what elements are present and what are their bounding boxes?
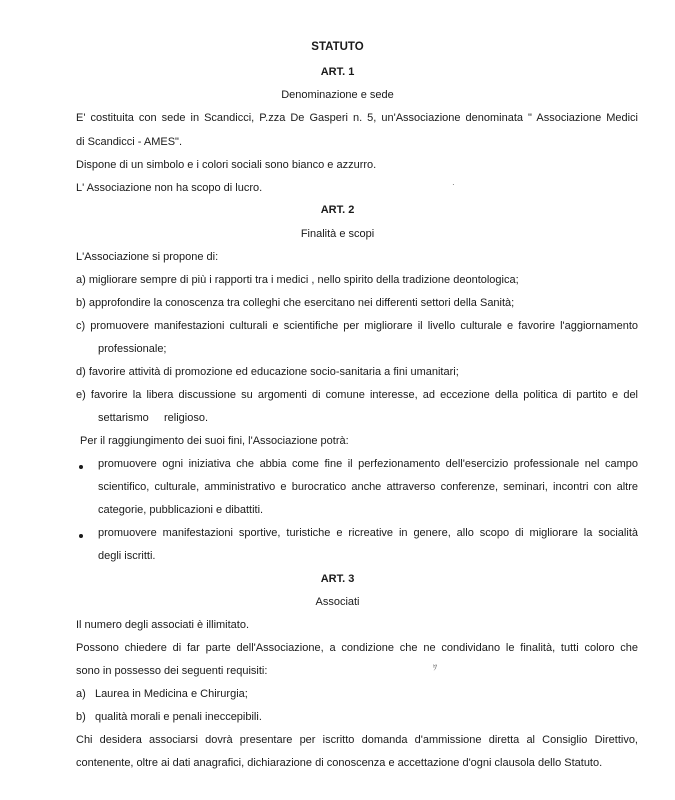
art3-heading: ART. 3 [320, 573, 355, 585]
scan-speck: ﾜ [433, 663, 437, 672]
art1-heading: ART. 1 [320, 66, 355, 78]
art2-intro: L'Associazione si propone di: [76, 251, 219, 263]
art2-bullet1-line1: promuovere ogni iniziativa che abbia come fine il perfezionamento dell'esercizio professionale nel campo [98, 458, 638, 470]
art2-item-e-line1: e) favorire la libera discussione su argomenti di comune interesse, ad eccezione della politica di partito e del [76, 389, 638, 401]
art3-item-b: b) qualità morali e penali ineccepibili. [76, 711, 262, 723]
art3-item-a: a) Laurea in Medicina e Chirurgia; [76, 688, 248, 700]
art2-item-d: d) favorire attività di promozione ed educazione socio-sanitaria a fini umanitari; [76, 366, 459, 378]
bullet-2-marker [79, 534, 83, 538]
art3-paragraph2-line1: Possono chiedere di far parte dell'Associazione, a condizione che ne condividano le finalità, tutti coloro che [76, 642, 638, 654]
art2-bullet1-line3: categorie, pubblicazioni e dibattiti. [98, 504, 264, 516]
art2-item-c-line2: professionale; [98, 343, 167, 355]
art2-subtitle: Finalità e scopi [300, 228, 375, 240]
art2-heading: ART. 2 [320, 204, 355, 216]
art3-subtitle: Associati [315, 596, 360, 608]
art1-paragraph1-line2: di Scandicci - AMES". [76, 136, 182, 148]
art2-item-c-line1: c) promuovere manifestazioni culturali e scientifiche per migliorare il livello culturale e favorire l'aggiornamento [76, 320, 638, 332]
art2-item-a: a) migliorare sempre di più i rapporti tra i medici , nello spirito della tradizione deontologica; [76, 274, 519, 286]
art2-bullet2-line1: promuovere manifestazioni sportive, turistiche e ricreative in genere, allo scopo di migliorare la socialità [98, 527, 638, 539]
art1-subtitle: Denominazione e sede [281, 89, 394, 101]
art2-bullet1-line2: scientifico, culturale, amministrativo e burocratico anche attraverso conferenze, seminari, incontri con altre [98, 481, 638, 493]
art1-paragraph3: L' Associazione non ha scopo di lucro. [76, 182, 263, 194]
art3-paragraph3-line1: Chi desidera associarsi dovrà presentare per iscritto domanda d'ammissione diretta al Consiglio Direttivo, [76, 734, 638, 746]
art1-paragraph1-line1: E' costituita con sede in Scandicci, P.zza De Gasperi n. 5, un'Associazione denominata " Associazione Medici [76, 112, 638, 124]
art2-item-b: b) approfondire la conoscenza tra colleghi che esercitano nei differenti settori della Sanità; [76, 297, 515, 309]
art2-item-e-line2: settarismo religioso. [98, 412, 209, 424]
art3-paragraph1: Il numero degli associati è illimitato. [76, 619, 250, 631]
scan-speck: · [452, 180, 455, 189]
art1-paragraph2: Dispone di un simbolo e i colori sociali sono bianco e azzurro. [76, 159, 377, 171]
art2-means-intro: Per il raggiungimento dei suoi fini, l'Associazione potrà: [80, 435, 349, 447]
bullet-1-marker [79, 465, 83, 469]
art3-paragraph3-line2: contenente, oltre ai dati anagrafici, dichiarazione di conoscenza e accettazione d'ogni clausola dello Statuto. [76, 757, 603, 769]
art3-paragraph2-line2: sono in possesso dei seguenti requisiti: [76, 665, 268, 677]
art2-bullet2-line2: degli iscritti. [98, 550, 156, 562]
document-title: STATUTO [311, 41, 364, 53]
